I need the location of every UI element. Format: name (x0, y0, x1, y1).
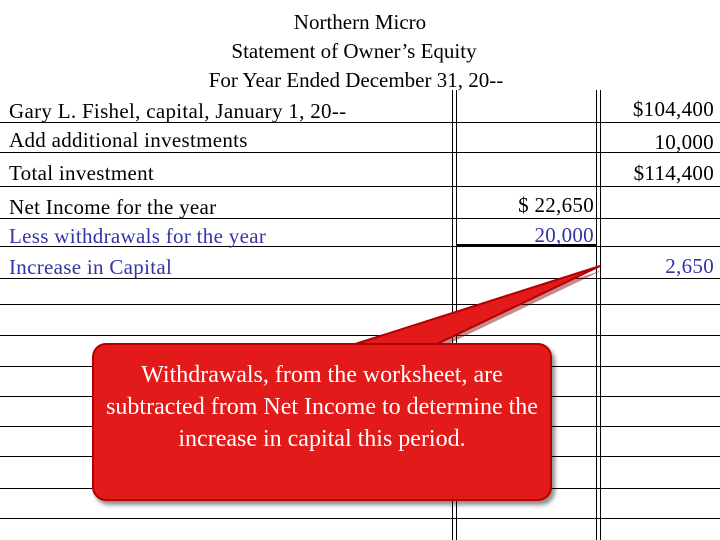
row-amount-detail: $ 22,650 (518, 193, 594, 217)
row-amount-total: 10,000 (654, 130, 714, 154)
row-label: Total investment (9, 161, 155, 185)
row-label: Add additional investments (9, 128, 248, 152)
row-amount-total: 2,650 (665, 254, 714, 278)
ledger-rule (0, 186, 720, 187)
column-divider (600, 90, 601, 540)
statement-period: For Year Ended December 31, 20-- (208, 68, 504, 92)
row-amount-total: $114,400 (633, 161, 714, 185)
ledger-rule (0, 518, 720, 519)
row-label: Net Income for the year (9, 195, 217, 219)
row-amount-detail: 20,000 (534, 223, 594, 247)
row-amount-total: $104,400 (632, 97, 714, 121)
row-label: Gary L. Fishel, capital, January 1, 20-- (9, 99, 347, 123)
callout-text: Withdrawals, from the worksheet, are subtracted from Net Income to determine the increase in capital this period. (106, 362, 538, 452)
company-name: Northern Micro (293, 10, 427, 34)
callout-box (92, 343, 552, 501)
ledger-rule (0, 304, 720, 305)
ledger-rule (0, 335, 720, 336)
row-label: Less withdrawals for the year (9, 224, 267, 248)
statement-title: Statement of Owner’s Equity (231, 39, 477, 63)
column-divider (596, 90, 597, 540)
row-label: Increase in Capital (9, 255, 173, 279)
